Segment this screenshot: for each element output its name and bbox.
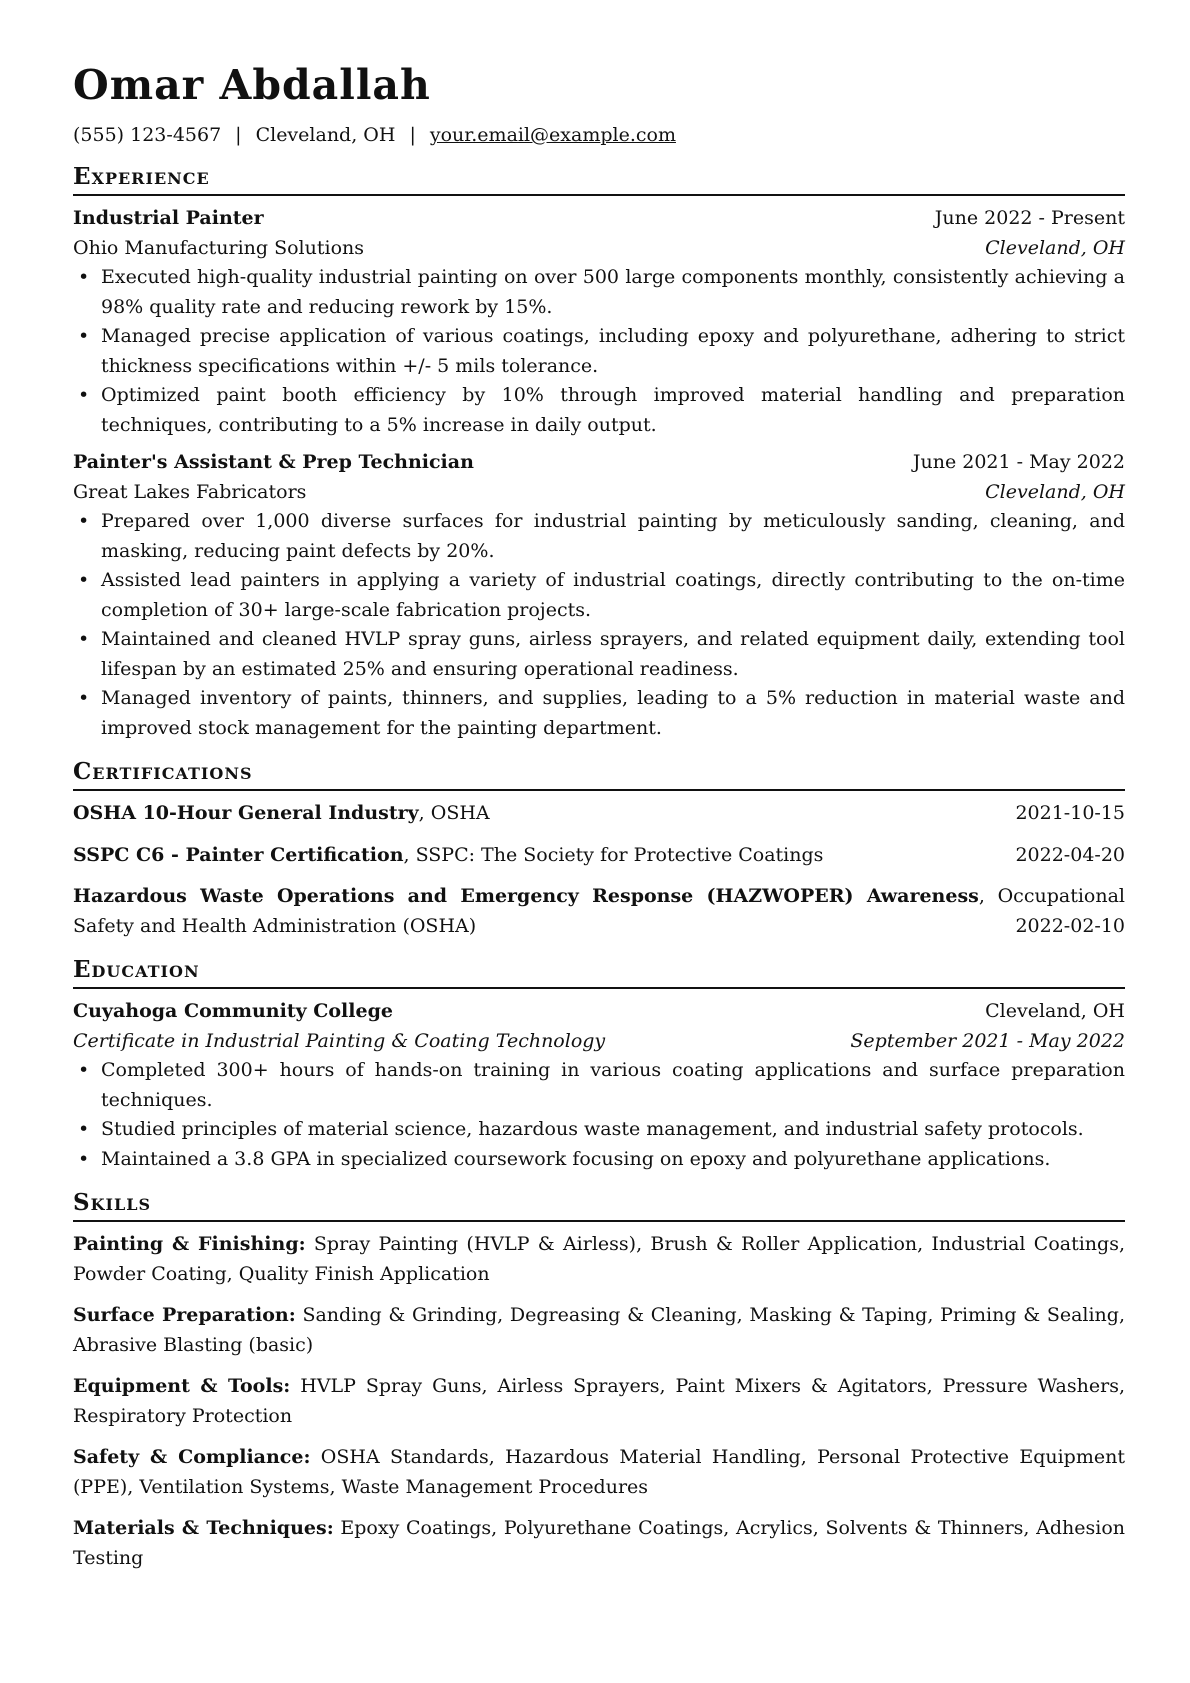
skill-item bbox=[73, 1443, 1125, 1502]
job-entry bbox=[73, 204, 1125, 440]
job-bullets bbox=[73, 263, 1125, 440]
skill-value: OSHA Standards, Hazardous Material Handling, Personal Protective Equipment (PPE), Ventilation Systems, Waste Management Procedures bbox=[73, 1446, 1125, 1498]
education-bullets bbox=[73, 1056, 1125, 1174]
job-location: Cleveland, OH bbox=[985, 480, 1125, 503]
skill-value: Epoxy Coatings, Polyurethane Coatings, Acrylics, Solvents & Thinners, Adhesion Testing bbox=[73, 1517, 1125, 1569]
job-company: Ohio Manufacturing Solutions bbox=[73, 236, 365, 259]
skill-item bbox=[73, 1372, 1125, 1431]
cert-item bbox=[73, 841, 1125, 871]
section-title-experience: Experience bbox=[73, 162, 1125, 196]
job-role: Industrial Painter bbox=[73, 207, 264, 229]
section-title-certifications: Certifications bbox=[73, 757, 1125, 791]
skill-item bbox=[73, 1230, 1125, 1289]
skill-value: Spray Painting (HVLP & Airless), Brush & Roller Application, Industrial Coatings, Powder Coating, Quality Finish Application bbox=[73, 1233, 1125, 1285]
job-role: Painter's Assistant & Prep Technician bbox=[73, 451, 474, 473]
job-company: Great Lakes Fabricators bbox=[73, 480, 307, 503]
phone: (555) 123-4567 bbox=[73, 124, 222, 146]
school-name: Cuyahoga Community College bbox=[73, 1000, 393, 1022]
bullet-item: • Assisted lead painters in applying a variety of industrial coatings, directly contributing to the on-time completion of 30+ large-scale fabrication projects. bbox=[73, 566, 1125, 625]
job-entry bbox=[73, 448, 1125, 743]
skill-item bbox=[73, 1514, 1125, 1573]
bullet-item: • Completed 300+ hours of hands-on training in various coating applications and surface preparation techniques. bbox=[73, 1056, 1125, 1115]
location: Cleveland, OH bbox=[255, 124, 396, 146]
bullet-item: • Managed precise application of various coatings, including epoxy and polyurethane, adhering to strict thickness specifications within +/- 5 mils tolerance. bbox=[73, 322, 1125, 381]
email-link[interactable]: your.email@example.com bbox=[429, 124, 676, 146]
cert-item bbox=[73, 882, 1125, 941]
job-location: Cleveland, OH bbox=[985, 236, 1125, 259]
bullet-item: • Studied principles of material science, hazardous waste management, and industrial safety protocols. bbox=[73, 1115, 1125, 1145]
separator: | bbox=[235, 124, 242, 146]
job-bullets bbox=[73, 507, 1125, 743]
skill-label: Safety & Compliance: bbox=[73, 1446, 311, 1468]
bullet-item: • Maintained a 3.8 GPA in specialized coursework focusing on epoxy and polyurethane applications. bbox=[73, 1145, 1125, 1175]
education-entry bbox=[73, 997, 1125, 1174]
contact-line bbox=[73, 122, 1125, 148]
degree: Certificate in Industrial Painting & Coating Technology bbox=[73, 1029, 606, 1052]
bullet-item: • Managed inventory of paints, thinners, and supplies, leading to a 5% reduction in material waste and improved stock management for the painting department. bbox=[73, 684, 1125, 743]
cert-issuer: , SSPC: The Society for Protective Coatings bbox=[403, 843, 824, 866]
skill-label: Equipment & Tools: bbox=[73, 1375, 291, 1397]
skill-label: Surface Preparation: bbox=[73, 1304, 296, 1326]
skill-value: Sanding & Grinding, Degreasing & Cleaning, Masking & Taping, Priming & Sealing, Abrasive Blasting (basic) bbox=[73, 1304, 1125, 1356]
cert-name: Hazardous Waste Operations and Emergency Response (HAZWOPER) Awareness bbox=[73, 885, 979, 907]
cert-item bbox=[73, 799, 1125, 829]
section-title-education: Education bbox=[73, 955, 1125, 989]
cert-name: SSPC C6 - Painter Certification bbox=[73, 843, 404, 866]
cert-issuer: , OSHA bbox=[418, 802, 490, 824]
cert-date: 2022-04-20 bbox=[1015, 843, 1125, 866]
skill-label: Painting & Finishing: bbox=[73, 1233, 306, 1255]
candidate-name: Omar Abdallah bbox=[73, 61, 431, 109]
education-dates: September 2021 - May 2022 bbox=[850, 1029, 1125, 1052]
cert-name: OSHA 10-Hour General Industry bbox=[73, 802, 419, 824]
bullet-item: • Executed high-quality industrial painting on over 500 large components monthly, consistently achieving a 98% quality rate and reducing rework by 15%. bbox=[73, 263, 1125, 322]
resume-page bbox=[73, 56, 1125, 1585]
separator: | bbox=[409, 124, 416, 146]
cert-issuer: , Occupational Safety and Health Administration (OSHA) bbox=[73, 885, 1125, 937]
school-location: Cleveland, OH bbox=[985, 1000, 1125, 1022]
section-title-skills: Skills bbox=[73, 1188, 1125, 1222]
cert-date: 2021-10-15 bbox=[1015, 802, 1125, 824]
bullet-item: • Optimized paint booth efficiency by 10% through improved material handling and preparation techniques, contributing to a 5% increase in daily output. bbox=[73, 381, 1125, 440]
skill-value: HVLP Spray Guns, Airless Sprayers, Paint Mixers & Agitators, Pressure Washers, Respiratory Protection bbox=[73, 1375, 1125, 1427]
skill-label: Materials & Techniques: bbox=[73, 1517, 334, 1539]
job-dates: June 2021 - May 2022 bbox=[912, 451, 1125, 473]
skill-item bbox=[73, 1301, 1125, 1360]
bullet-item: • Maintained and cleaned HVLP spray guns, airless sprayers, and related equipment daily, extending tool lifespan by an estimated 25% and ensuring operational readiness. bbox=[73, 625, 1125, 684]
job-dates: June 2022 - Present bbox=[934, 207, 1125, 229]
cert-date: 2022-02-10 bbox=[1015, 914, 1125, 937]
bullet-item: • Prepared over 1,000 diverse surfaces for industrial painting by meticulously sanding, cleaning, and masking, reducing paint defects by 20%. bbox=[73, 507, 1125, 566]
